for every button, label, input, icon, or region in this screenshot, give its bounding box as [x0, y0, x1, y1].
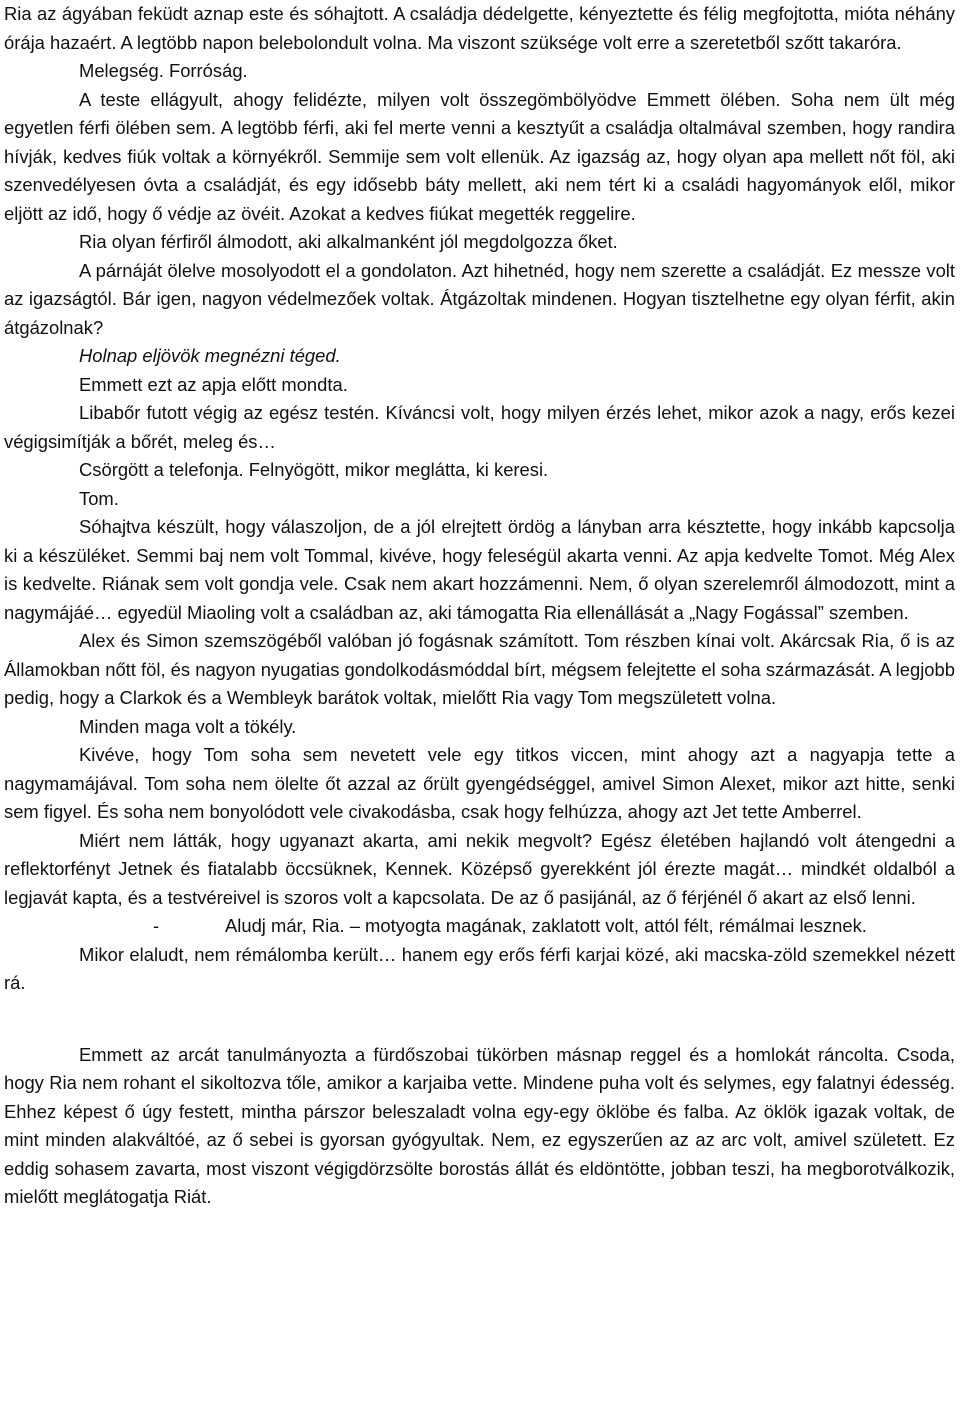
dialogue-line: [4, 912, 955, 941]
paragraph-italic-quote: Holnap eljövök megnézni téged.: [79, 345, 341, 366]
paragraph: Ria olyan férfiről álmodott, aki alkalmanként jól megdolgozza őket.: [79, 231, 618, 252]
paragraph: A párnáját ölelve mosolyodott el a gondolaton. Azt hihetnéd, hogy nem szerette a családját. Ez messze volt az igazságtól. Bár igen, nagyon védelmezőek voltak. Átgázoltak mindenen. Hogyan tisztelhetne egy olyan férfit, akin átgázolnak?: [4, 259, 955, 338]
paragraph: Libabőr futott végig az egész testén. Kíváncsi volt, hogy milyen érzés lehet, mikor azok a nagy, erős kezei végigsimítják a bőrét, meleg és…: [4, 402, 955, 452]
paragraph: Miért nem látták, hogy ugyanazt akarta, ami nekik megvolt? Egész életében hajlandó volt átengedni a reflektorfényt Jetnek és fiatalabb öccsüknek, Kennek. Középső gyerekként jól érezte magát… mindkét oldalból a legjavát kapta, és a testvéreivel is szoros volt a kapcsolata. De az ő pasijánál, az ő férjénél ő akart az első lenni.: [4, 829, 955, 908]
paragraph: Csörgött a telefonja. Felnyögött, mikor meglátta, ki keresi.: [79, 459, 549, 480]
paragraph: Mikor elaludt, nem rémálomba került… hanem egy erős férfi karjai közé, aki macska-zöld szemekkel nézett rá.: [4, 943, 955, 993]
paragraph: A teste ellágyult, ahogy felidézte, milyen volt összegömbölyödve Emmett ölében. Soha nem ült még egyetlen férfi ölében sem. A legtöbb férfi, aki fel merte venni a kesztyűt a családja oltalmával szemben, hogy randira hívják, kedves fiúk voltak a környékről. Semmije sem volt ellenük. Az igazság az, hogy olyan apa mellett nőt föl, aki szenvedélyesen óvta a családját, és egy idősebb báty mellett, aki nem tért ki a családi hagyományok elől, mikor eljött az idő, hogy ő védje az övéit. Azokat a kedves fiúkat megették reggelire.: [4, 88, 955, 224]
dialogue-dash: -: [153, 915, 160, 936]
paragraph: Ria az ágyában feküdt aznap este és sóhajtott. A családja dédelgette, kényeztette és félig megfojtotta, mióta néhány órája hazaért. A legtöbb napon belebolondult volna. Ma viszont szüksége volt erre a szeretetből szőtt takaróra.: [4, 3, 955, 53]
paragraph: Emmett ezt az apja előtt mondta.: [79, 373, 348, 395]
paragraph: Sóhajtva készült, hogy válaszoljon, de a jól elrejtett ördög a lányban arra késztette, hogy inkább kapcsolja ki a készüléket. Semmi baj nem volt Tommal, kivéve, hogy feleségül akarta venni. Az apja kedvelte Tomot. Még Alex is kedvelte. Riának sem volt gondja vele. Csak nem akart hozzámenni. Nem, ő olyan szerelemről álmodozott, mint a nagymájáé… egyedül Miaoling volt a családban az, aki támogatta Ria ellenállását a „Nagy Fogással” szemben.: [4, 516, 955, 623]
paragraph: Kivéve, hogy Tom soha sem nevetett vele egy titkos viccen, mint ahogy azt a nagyapja tette a nagymamájával. Tom soha nem ölelte őt azzal az őrült gyengédséggel, amivel Simon Alexet, mikor azt hitte, senki sem figyel. És soha nem bonyolódott vele civakodásba, csak hogy felhúzza, ahogy azt Jet tette Amberrel.: [4, 744, 955, 822]
paragraph: Alex és Simon szemszögéből valóban jó fogásnak számított. Tom részben kínai volt. Akárcsak Ria, ő is az Államokban nőtt föl, és nagyon nyugatias gondolkodásmóddal bírt, mégsem felejtette el soha származását. A legjobb pedig, hogy a Clarkok és a Wembleyk barátok voltak, mielőtt Ria vagy Tom megszületett volna.: [4, 630, 955, 708]
document-page: [4, 0, 955, 1212]
dialogue-text: Aludj már, Ria. – motyogta magának, zaklatott volt, attól félt, rémálmai lesznek.: [225, 915, 867, 936]
paragraph: Tom.: [79, 487, 119, 509]
paragraph: Emmett az arcát tanulmányozta a fürdőszobai tükörben másnap reggel és a homlokát ráncolta. Csoda, hogy Ria nem rohant el sikoltozva tőle, amikor a karjaiba vette. Mindene puha volt és selymes, egy falatnyi édesség. Ehhez képest ő úgy festett, mintha párszor beleszaladt volna egy-egy öklöbe és falba. Az öklök igazak voltak, de mint minden alakváltóé, az ő sebei is gyorsan gyógyultak. Nem, ez egyszerűen az az arc volt, amivel született. Ez eddig sohasem zavarta, most viszont végigdörzsölte borostás állát és eldöntötte, jobban teszi, ha megborotválkozik, mielőtt meglátogatja Riát.: [4, 1043, 955, 1207]
paragraph: Melegség. Forróság.: [79, 60, 248, 81]
section-break: [4, 998, 955, 1041]
paragraph: Minden maga volt a tökély.: [79, 715, 297, 737]
